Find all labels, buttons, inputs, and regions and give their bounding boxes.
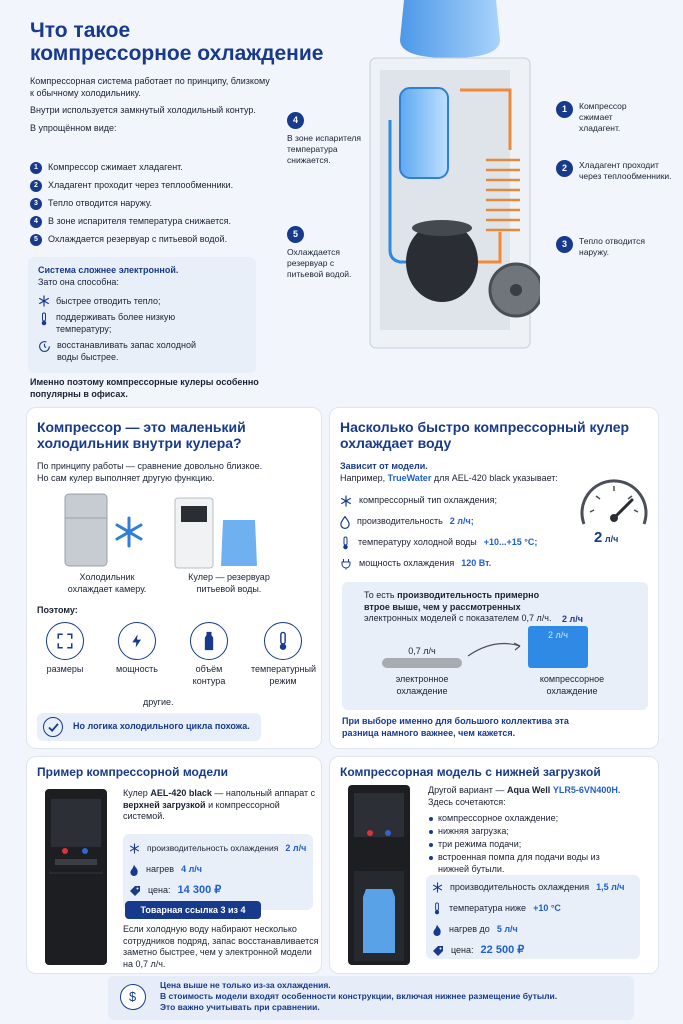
list-item [30, 177, 290, 195]
card-title: Компрессорная модель с нижней загрузкой [340, 765, 601, 779]
desc-prefix: Кулер [123, 788, 148, 798]
list-item [432, 898, 634, 919]
list-item [432, 877, 634, 898]
popular-note: Именно поэтому компрессорные кулеры особенно популярны в офисах. [30, 377, 259, 399]
page-title [30, 20, 360, 65]
step-number: 5 [30, 234, 42, 246]
callout-number: 5 [287, 226, 304, 243]
gauge-value: 2 [594, 529, 603, 546]
resize-icon [46, 622, 84, 660]
flame-icon [129, 864, 139, 876]
comparison-illustration [63, 492, 263, 572]
factor-item [251, 622, 315, 687]
list-item: встроенная помпа для подачи воды из нижней бутыли. [428, 852, 628, 876]
feature-value: 2 л/ч; [449, 516, 474, 527]
list-item [30, 195, 290, 213]
card-title: Компрессор — это маленький холодильник внутри кулера? [37, 419, 246, 451]
list-item [38, 312, 246, 336]
feature-value: 120 Вт. [461, 558, 492, 569]
factor-label: мощность [116, 664, 158, 674]
tag-icon [432, 945, 444, 957]
feature-text: производительность [357, 516, 443, 527]
spec-value: 5 л/ч [496, 923, 518, 934]
model-name: AEL-420 black [150, 788, 212, 798]
product-link-button[interactable]: Товарная ссылка 3 из 4 [125, 901, 261, 919]
list-item [30, 159, 290, 177]
callout-text: Тепло отводится наружу. [579, 236, 645, 258]
bottle-icon [190, 622, 228, 660]
flame-icon [432, 924, 442, 936]
cooler-image-black [41, 789, 111, 965]
lightning-icon [118, 622, 156, 660]
card-paragraph-2: Но сам кулер выполняет другую функцию. [37, 473, 215, 484]
factors-row [35, 622, 315, 692]
spec-text: нагрев до [449, 923, 490, 934]
thermometer-icon [264, 622, 302, 660]
comparison-target: 2 л/ч [562, 614, 583, 624]
variant-model: YLR5-6VN400H. [552, 785, 621, 795]
callout-text: Охлаждается резервуар с питьевой водой. [287, 247, 352, 280]
ability-text: восстанавливать запас холодной воды быстрее. [57, 340, 196, 363]
spec-value: 22 500 ₽ [480, 944, 525, 957]
list-item [38, 340, 246, 364]
callout-text: В зоне испарителя температура снижается. [287, 133, 361, 166]
step-number: 1 [30, 162, 42, 174]
variant-brand: Aqua Well [506, 785, 551, 795]
step-text: Компрессор сжимает хладагент. [48, 162, 183, 173]
cooler-diagram [360, 0, 540, 360]
model1-description [123, 788, 319, 823]
step-number: 2 [30, 180, 42, 192]
feature-text: компрессорный тип охлаждения; [359, 495, 498, 506]
model2-specs [426, 875, 640, 959]
electronic-comparison-box [28, 257, 256, 373]
callout-number: 2 [556, 160, 573, 177]
cooler-caption: Кулер — резервуар питьевой воды. [188, 572, 270, 594]
title-line-1: Что такое [30, 19, 131, 42]
comparison-bold: производительность примерно втрое выше, чем у рассмотренных [364, 590, 540, 612]
dollar-icon [120, 984, 146, 1010]
bar-small-label: электронное охлаждение [395, 674, 449, 696]
example-prefix: Например, [340, 473, 386, 484]
title-line-2: компрессорное охлаждение [30, 41, 324, 65]
bar-electronic [382, 658, 462, 668]
intro-paragraph-2: Внутри используется замкнутый холодильный контур. [30, 105, 256, 116]
thermometer-icon [38, 312, 50, 326]
list-item: три режима подачи; [428, 839, 628, 852]
callout-2 [556, 160, 680, 182]
variant-prefix: Другой вариант — [428, 785, 505, 795]
callout-number: 3 [556, 236, 573, 253]
step-number: 3 [30, 198, 42, 210]
model2-card [329, 756, 659, 974]
factor-label: температурный режим [251, 664, 316, 686]
svg-text:$: $ [129, 989, 137, 1004]
therefore-label: Поэтому: [37, 605, 78, 615]
bar-big-label: компрессорное охлаждение [539, 674, 605, 696]
step-text: Хладагент проходит через теплообменники. [48, 180, 234, 191]
bar-small-value: 0,7 л/ч [408, 646, 436, 656]
ability-text: быстрее отводить тепло; [56, 295, 161, 306]
factor-label: размеры [46, 664, 84, 674]
comparison-text-1: То есть [364, 590, 395, 600]
model2-bullets [428, 813, 628, 876]
comparison-box [342, 582, 648, 710]
others-label: другие. [143, 697, 174, 707]
fridge-comparison-card [26, 407, 322, 749]
card-title: Пример компрессорной модели [37, 765, 229, 779]
intro-paragraph-1: Компрессорная система работает по принципу, близкому к обычному холодильнику. [30, 76, 270, 98]
list-item: нижняя загрузка; [428, 826, 628, 839]
desc-bold: верхней загрузкой [123, 799, 206, 810]
model1-card [26, 756, 322, 974]
spec-text: цена: [451, 944, 474, 955]
feature-value: +10...+15 °С; [483, 537, 538, 548]
comparison-text [364, 590, 564, 625]
thermometer-icon [432, 902, 442, 915]
step-text: В зоне испарителя температура снижается. [48, 216, 231, 227]
box-title: Система сложнее электронной. [38, 265, 179, 275]
tag-icon [129, 885, 141, 897]
model1-specs [123, 834, 313, 910]
drop-icon [340, 516, 350, 529]
arrow-icon [466, 636, 526, 660]
callout-3 [556, 236, 680, 258]
list-item [38, 294, 246, 308]
spec-text: производительность охлаждения [450, 881, 590, 892]
list-item [340, 554, 648, 575]
desc-mid: — напольный аппарат с [214, 788, 316, 798]
callout-text: Компрессор сжимает хладагент. [579, 101, 627, 134]
spec-text: цена: [148, 884, 171, 895]
intro-text [30, 76, 270, 135]
note-line-3: Это важно учитывать при сравнении. [160, 1002, 320, 1013]
step-text: Охлаждается резервуар с питьевой водой. [48, 234, 228, 245]
clock-refresh-icon [38, 340, 51, 353]
spec-value: +10 °С [533, 902, 561, 913]
bar-compressor [528, 626, 588, 668]
spec-value: 14 300 ₽ [177, 884, 222, 897]
fridge-caption: Холодильник охлаждает камеру. [67, 572, 147, 594]
combines-label: Здесь сочетаются: [428, 797, 506, 807]
callout-1 [556, 101, 678, 134]
thermometer-icon [340, 536, 351, 550]
logic-text: Но логика холодильного цикла похожа. [73, 721, 250, 732]
list-item [432, 940, 634, 961]
callout-5 [287, 226, 367, 280]
plug-icon [340, 558, 352, 570]
spec-text: нагрев [146, 863, 175, 874]
example-suffix: для AEL-420 black указывает: [433, 473, 558, 484]
card-title: Насколько быстро компрессорный кулер охлаждает воду [340, 419, 630, 451]
callout-4 [287, 112, 367, 166]
desc-suffix: и компрессорной системой. [123, 799, 280, 822]
callout-text: Хладагент проходит через теплообменники. [579, 160, 672, 182]
cooler-image-bottom-load [344, 785, 414, 965]
factor-item [107, 622, 167, 676]
snowflake-icon [129, 843, 140, 854]
list-item [432, 919, 634, 940]
cooling-speed-card [329, 407, 659, 749]
snowflake-icon [432, 882, 443, 893]
card-paragraph-1: По принципу работы — сравнение довольно близкое. [37, 461, 263, 472]
feature-text: температуру холодной воды [358, 537, 477, 548]
list-item [30, 213, 290, 231]
snowflake-icon [340, 495, 352, 507]
brand-link[interactable]: TrueWater [387, 473, 432, 484]
model1-note: Если холодную воду набирают несколько сотрудников подряд, запас восстанавливается заметно быстрее, чем у электронной модели на 0,7 л/ч. [123, 924, 319, 970]
spec-value: 2 л/ч [285, 842, 307, 853]
simplified-label: В упрощённом виде: [30, 123, 117, 134]
spec-text: температура ниже [449, 902, 527, 913]
check-icon [43, 717, 63, 737]
steps-list [30, 159, 290, 249]
spec-value: 4 л/ч [181, 863, 203, 874]
speed-gauge [576, 472, 652, 548]
snowflake-icon [38, 295, 50, 307]
spec-text: производительность охлаждения [147, 842, 279, 853]
ability-text: поддерживать более низкую температуру; [56, 312, 176, 335]
list-item: компрессорное охлаждение; [428, 813, 628, 826]
list-item [129, 838, 307, 859]
gauge-unit: л/ч [604, 534, 619, 544]
list-item [30, 231, 290, 249]
model2-variant [428, 785, 652, 797]
box-subtitle: Зато она способна: [38, 276, 119, 287]
comparison-text-2: электронных моделей с показателем [364, 613, 519, 624]
callout-number: 4 [287, 112, 304, 129]
list-item [129, 859, 307, 880]
step-number: 4 [30, 216, 42, 228]
note-line-1: Цена выше не только из-за охлаждения. [160, 980, 331, 990]
factor-item [179, 622, 239, 687]
card-footer: При выборе именно для большого коллектива эта разница намного важнее, чем кажется. [342, 716, 569, 738]
spec-value: 1,5 л/ч [596, 881, 625, 892]
depends-text: Зависит от модели. [340, 461, 428, 472]
bar-big-value: 2 л/ч [548, 630, 568, 640]
note-line-2: В стоимость модели входят особенности конструкции, включая нижнее размещение бутыли. [160, 991, 558, 1002]
list-item [129, 880, 307, 901]
logic-note [37, 713, 261, 741]
factor-label: объём контура [192, 664, 226, 686]
price-note [108, 976, 634, 1020]
feature-text: мощность охлаждения [359, 558, 455, 569]
gauge-readout [594, 528, 618, 548]
comparison-value: 0,7 л/ч. [521, 613, 552, 624]
step-text: Тепло отводится наружу. [48, 198, 153, 209]
callout-number: 1 [556, 101, 573, 118]
factor-item [35, 622, 95, 676]
